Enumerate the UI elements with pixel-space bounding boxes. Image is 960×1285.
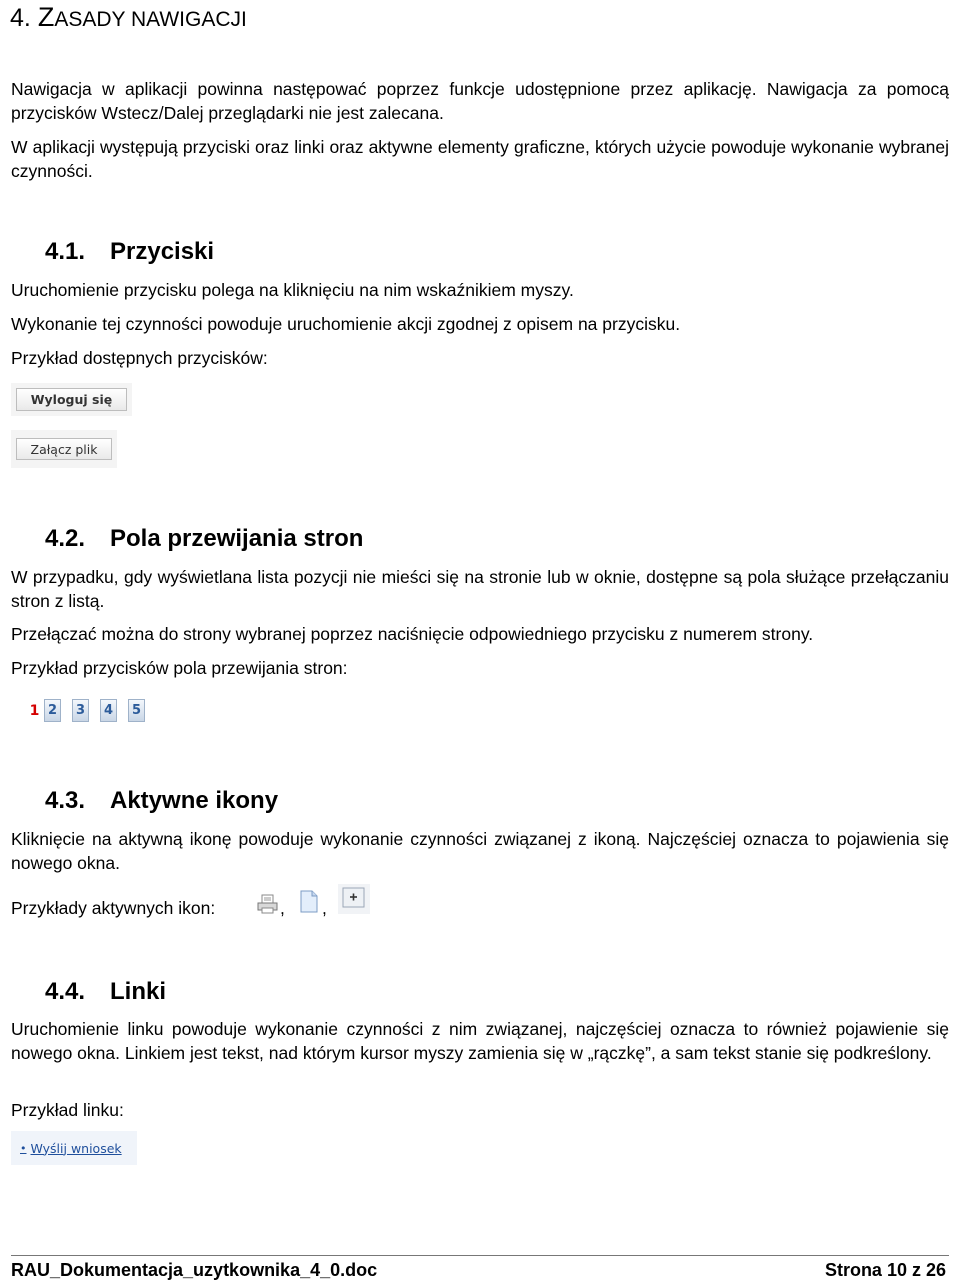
chapter-title: ASADY NAWIGACJI bbox=[54, 8, 247, 31]
add-icon[interactable] bbox=[338, 884, 370, 914]
link-example[interactable] bbox=[11, 1131, 137, 1165]
pager-page-button[interactable]: 2 bbox=[44, 699, 61, 722]
s42-paragraph-2: Przełączać można do strony wybranej poprzez naciśnięcie odpowiedniego przycisku z numerem strony. bbox=[11, 624, 814, 644]
intro-paragraph-1: Nawigacja w aplikacji powinna następować poprzez funkcje udostępnione przez aplikację. Nawigacja za pomocą przycisków Wstecz/Dalej przeglądarki nie jest zalecana. bbox=[11, 79, 949, 123]
pager-page-button[interactable]: 5 bbox=[128, 699, 145, 722]
s41-line-3: Przykład dostępnych przycisków: bbox=[11, 348, 268, 368]
section-number: 4.4. bbox=[45, 978, 86, 1005]
pager-page-button[interactable]: 3 bbox=[72, 699, 89, 722]
footer-divider bbox=[11, 1255, 949, 1256]
section-4-4-heading bbox=[45, 978, 166, 1006]
section-title: Linki bbox=[110, 978, 167, 1005]
section-title: Aktywne ikony bbox=[110, 787, 279, 814]
send-request-link[interactable]: Wyślij wniosek bbox=[30, 1140, 122, 1156]
section-title: Pola przewijania stron bbox=[110, 525, 364, 552]
s44-paragraph-1: Uruchomienie linku powoduje wykonanie czynności z nim związanej, najczęściej oznacza to również pojawienie się nowego okna. Linkiem jest tekst, nad którym kursor myszy zamienia się w „rączkę”, a sam tekst stanie się podkreślony. bbox=[11, 1019, 949, 1063]
section-number: 4.1. bbox=[45, 238, 86, 265]
s41-line-2: Wykonanie tej czynności powoduje uruchomienie akcji zgodnej z opisem na przycisku. bbox=[11, 314, 681, 334]
section-title: Przyciski bbox=[110, 238, 215, 265]
s42-paragraph-3: Przykład przycisków pola przewijania stron: bbox=[11, 658, 348, 678]
attach-file-button-label: Załącz plik bbox=[16, 438, 112, 460]
logout-button-label: Wyloguj się bbox=[16, 388, 127, 411]
section-number: 4.2. bbox=[45, 525, 86, 552]
pager-example bbox=[27, 697, 145, 724]
chapter-title-initial: Z bbox=[37, 2, 55, 32]
s43-paragraph-2: Przykłady aktywnych ikon: bbox=[11, 898, 216, 918]
pager-page-button[interactable]: 4 bbox=[100, 699, 117, 722]
s41-line-1: Uruchomienie przycisku polega na kliknięciu na nim wskaźnikiem myszy. bbox=[11, 280, 574, 300]
pager-current-page: 1 bbox=[29, 702, 40, 719]
icon-separator: , bbox=[322, 898, 327, 918]
attach-file-button-example[interactable] bbox=[11, 430, 117, 468]
footer-page-number: Strona 10 z 26 bbox=[824, 1260, 946, 1280]
s44-paragraph-2: Przykład linku: bbox=[11, 1100, 124, 1120]
chapter-heading bbox=[10, 2, 247, 33]
section-4-2-heading bbox=[45, 525, 363, 553]
link-bullet: • bbox=[20, 1141, 27, 1155]
icon-separator: , bbox=[280, 898, 285, 918]
chapter-number: 4. bbox=[10, 4, 31, 32]
icons-example-line bbox=[11, 896, 215, 920]
section-4-1-heading bbox=[45, 238, 214, 266]
document-icon[interactable] bbox=[297, 889, 321, 915]
s42-paragraph-1: W przypadku, gdy wyświetlana lista pozycji nie mieści się na stronie lub w oknie, dostępne są pola służące przełączaniu stron z listą. bbox=[11, 567, 949, 611]
logout-button-example[interactable] bbox=[11, 383, 132, 416]
footer-document-name: RAU_Dokumentacja_uzytkownika_4_0.doc bbox=[11, 1260, 378, 1280]
s43-paragraph-1: Kliknięcie na aktywną ikonę powoduje wykonanie czynności związanej z ikoną. Najczęściej oznacza to pojawienia się nowego okna. bbox=[11, 829, 949, 873]
section-number: 4.3. bbox=[45, 787, 86, 814]
intro-paragraph-2: W aplikacji występują przyciski oraz linki oraz aktywne elementy graficzne, których użycie powoduje wykonanie wybranej czynności. bbox=[11, 137, 949, 181]
printer-icon[interactable] bbox=[256, 893, 280, 915]
section-4-3-heading bbox=[45, 787, 278, 815]
